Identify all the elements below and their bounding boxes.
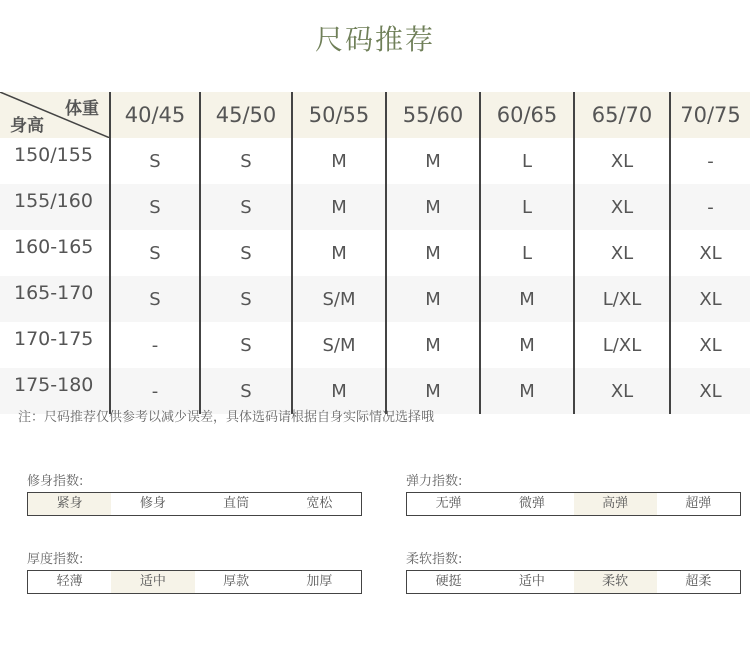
- table-corner-cell: [0, 92, 110, 138]
- fit-index-bar: [27, 492, 362, 516]
- softness-option: 柔软: [574, 571, 657, 593]
- size-note: 注：尺码推荐仅供参考以减少误差，具体选码请根据自身实际情况选择哦: [18, 410, 435, 425]
- size-cell: -: [110, 322, 200, 368]
- size-cell: M: [480, 276, 574, 322]
- table-row: [0, 276, 750, 322]
- height-row-header: 165-170: [0, 276, 110, 322]
- size-cell: XL: [574, 368, 670, 414]
- page-title: 尺码推荐: [314, 23, 435, 56]
- softness-option: 超柔: [685, 574, 712, 589]
- elasticity-option: 超弹: [685, 496, 712, 511]
- softness-index: [406, 548, 741, 594]
- fit-option: 直筒: [223, 496, 250, 511]
- weight-header: 70/75: [670, 92, 750, 138]
- elasticity-index: [406, 470, 741, 516]
- size-cell: -: [670, 184, 750, 230]
- size-cell: M: [480, 322, 574, 368]
- height-row-header: 155/160: [0, 184, 110, 230]
- thickness-index: [27, 548, 362, 594]
- weight-header: 55/60: [386, 92, 480, 138]
- size-cell: L: [480, 230, 574, 276]
- size-cell: S/M: [292, 322, 386, 368]
- size-cell: XL: [670, 276, 750, 322]
- weight-header: 60/65: [480, 92, 574, 138]
- size-cell: M: [386, 230, 480, 276]
- size-cell: L/XL: [574, 276, 670, 322]
- fit-option: 修身: [139, 496, 166, 511]
- softness-option: 适中: [518, 574, 545, 589]
- size-cell: M: [292, 230, 386, 276]
- table-row: [0, 184, 750, 230]
- size-cell: XL: [574, 138, 670, 184]
- elasticity-index-label: 弹力指数:: [406, 474, 463, 489]
- size-cell: M: [386, 276, 480, 322]
- size-cell: S: [200, 276, 292, 322]
- size-cell: S: [200, 230, 292, 276]
- softness-index-bar: [406, 570, 741, 594]
- size-cell: M: [480, 368, 574, 414]
- fit-option: 宽松: [306, 496, 333, 511]
- thickness-option: 轻薄: [56, 574, 83, 589]
- size-cell: S/M: [292, 276, 386, 322]
- size-table-body: [0, 138, 750, 414]
- size-cell: S: [200, 184, 292, 230]
- size-cell: M: [386, 138, 480, 184]
- size-cell: S: [110, 184, 200, 230]
- size-cell: M: [386, 368, 480, 414]
- size-cell: S: [110, 276, 200, 322]
- thickness-option: 适中: [111, 571, 194, 593]
- size-cell: L: [480, 184, 574, 230]
- weight-header: 65/70: [574, 92, 670, 138]
- size-cell: S: [110, 138, 200, 184]
- fit-index: [27, 470, 362, 516]
- elasticity-option: 高弹: [574, 493, 657, 515]
- thickness-index-bar: [27, 570, 362, 594]
- elasticity-index-bar: [406, 492, 741, 516]
- size-cell: M: [386, 322, 480, 368]
- size-cell: XL: [670, 368, 750, 414]
- thickness-option: 厚款: [223, 574, 250, 589]
- size-cell: M: [292, 138, 386, 184]
- fit-option: 紧身: [28, 493, 111, 515]
- size-cell: XL: [670, 230, 750, 276]
- size-recommendation-table: [0, 92, 750, 414]
- size-cell: L/XL: [574, 322, 670, 368]
- weight-header-row: [0, 92, 750, 138]
- weight-axis-label: 体重: [65, 99, 99, 119]
- size-cell: -: [670, 138, 750, 184]
- weight-header: 45/50: [200, 92, 292, 138]
- table-row: [0, 138, 750, 184]
- size-cell: M: [292, 184, 386, 230]
- size-cell: S: [110, 230, 200, 276]
- size-cell: S: [200, 138, 292, 184]
- size-cell: XL: [574, 230, 670, 276]
- table-row: [0, 230, 750, 276]
- size-cell: M: [292, 368, 386, 414]
- height-row-header: 170-175: [14, 328, 94, 350]
- weight-header: 50/55: [292, 92, 386, 138]
- elasticity-option: 微弹: [518, 496, 545, 511]
- height-axis-label: 身高: [10, 116, 44, 136]
- softness-index-label: 柔软指数:: [406, 552, 463, 567]
- size-cell: XL: [574, 184, 670, 230]
- softness-option: 硬挺: [435, 574, 462, 589]
- elasticity-option: 无弹: [435, 496, 462, 511]
- thickness-index-label: 厚度指数:: [27, 552, 84, 567]
- height-row-header: 175-180: [0, 368, 110, 414]
- weight-header: 40/45: [110, 92, 200, 138]
- size-cell: L: [480, 138, 574, 184]
- height-row-header: 160-165: [14, 236, 94, 258]
- size-cell: XL: [670, 322, 750, 368]
- size-cell: S: [200, 368, 292, 414]
- fit-index-label: 修身指数:: [27, 474, 84, 489]
- thickness-option: 加厚: [306, 574, 333, 589]
- height-row-header: 150/155: [14, 144, 93, 166]
- size-cell: -: [110, 368, 200, 414]
- size-cell: S: [200, 322, 292, 368]
- size-cell: M: [386, 184, 480, 230]
- table-row: [0, 322, 750, 368]
